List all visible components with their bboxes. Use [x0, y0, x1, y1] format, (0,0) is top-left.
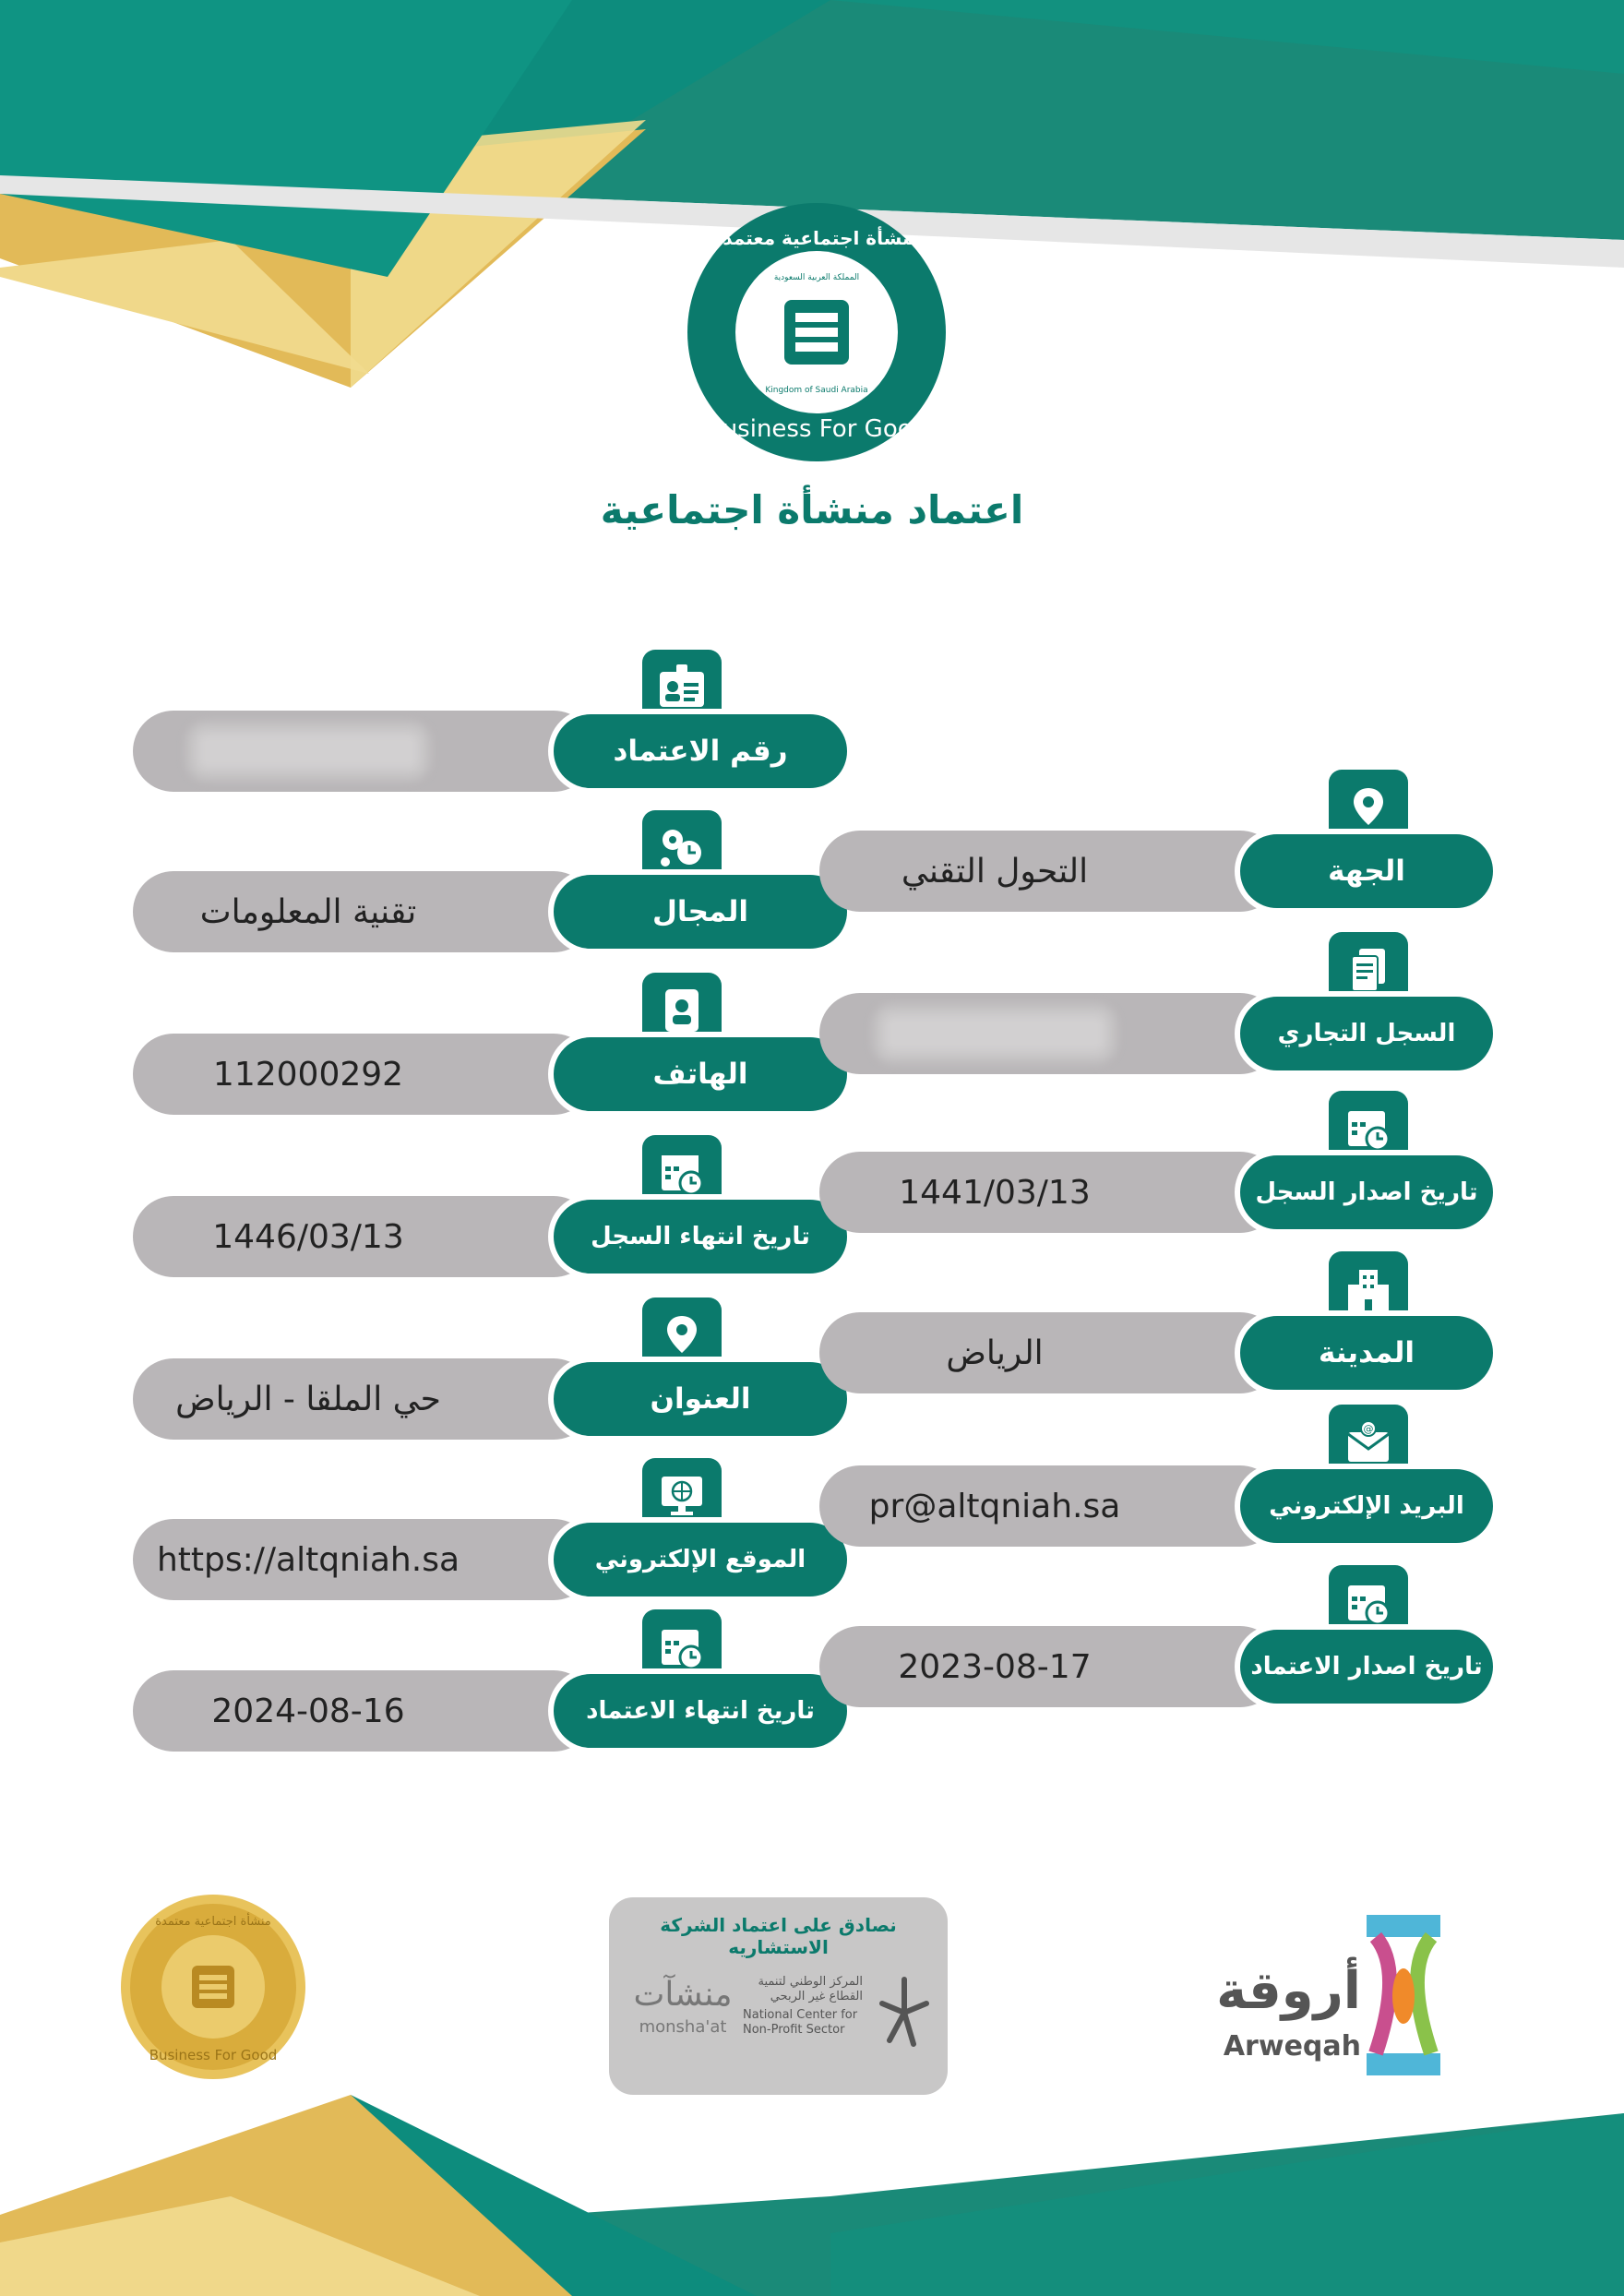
- business-for-good-logo: [683, 198, 950, 466]
- accreditation-number-label: رقم الاعتماد: [548, 709, 853, 794]
- field-website: [133, 1519, 812, 1600]
- monshaat-logo-en: monsha'at: [639, 2017, 727, 2037]
- phone-label: الهاتف: [548, 1032, 853, 1117]
- accreditation-number-value: [133, 711, 594, 792]
- address-value: حي الملقا - الرياض: [133, 1358, 594, 1440]
- ncnp-logo-icon: [877, 1976, 932, 2050]
- arweqah-logo: [1216, 1915, 1444, 2076]
- redacted-value: [884, 1015, 1105, 1052]
- field-registry-expiry: [133, 1196, 812, 1277]
- registry-issue-value: 1441/03/13: [819, 1152, 1281, 1233]
- address-label: العنوان: [548, 1357, 853, 1441]
- accreditation-issue-value: 2023-08-17: [819, 1626, 1281, 1707]
- logo-arabic-small: المملكة العربية السعودية: [773, 273, 860, 282]
- ncnp-ar-line-1: المركز الوطني لتنمية: [758, 1975, 863, 1989]
- field-city: [819, 1312, 1499, 1393]
- accreditation-expiry-value: 2024-08-16: [133, 1670, 594, 1752]
- endorsement-heading: نصادق على اعتماد الشركة الاستشاريه: [660, 1914, 897, 1958]
- commercial-registry-value: [819, 993, 1281, 1074]
- ncnp-en-line-2: Non-Profit Sector: [743, 2023, 845, 2037]
- field-address: [133, 1358, 812, 1440]
- email-label: البريد الإلكتروني: [1235, 1464, 1499, 1549]
- ncnp-en-line-1: National Center for: [743, 2008, 858, 2022]
- arweqah-emblem-icon: [1367, 1915, 1440, 2076]
- endorsement-box: [609, 1897, 948, 2095]
- city-label: المدينة: [1235, 1310, 1499, 1395]
- commercial-registry-label: السجل التجاري: [1235, 991, 1499, 1076]
- redacted-value: [197, 733, 419, 770]
- field-accreditation-expiry: [133, 1670, 815, 1752]
- logo-english-small: Kingdom of Saudi Arabia: [765, 386, 868, 395]
- logo-english-ring: Business For Good: [705, 415, 928, 443]
- accreditation-issue-label: تاريخ اصدار الاعتماد: [1235, 1624, 1499, 1709]
- field-accreditation-issue: [819, 1626, 1499, 1707]
- page-title: اعتماد منشأة اجتماعية: [600, 487, 1024, 532]
- phone-value: 112000292: [133, 1034, 594, 1115]
- domain-value: تقنية المعلومات: [133, 871, 594, 952]
- arweqah-ar: أروقة: [1216, 1961, 1361, 2021]
- website-label: الموقع الإلكتروني: [548, 1517, 853, 1602]
- field-entity: [819, 831, 1499, 912]
- entity-value: التحول التقني: [819, 831, 1281, 912]
- field-registry-issue: [819, 1152, 1499, 1233]
- domain-label: المجال: [548, 869, 853, 954]
- field-accreditation-number: [133, 711, 812, 792]
- ncnp-ar-line-2: القطاع غير الربحي: [770, 1990, 863, 2003]
- field-phone: [133, 1034, 812, 1115]
- city-value: الرياض: [819, 1312, 1281, 1393]
- entity-label: الجهة: [1235, 829, 1499, 914]
- field-commercial-registry: [819, 993, 1499, 1074]
- field-domain: [133, 871, 812, 952]
- arweqah-en: Arweqah: [1223, 2030, 1361, 2063]
- seal-arabic-ring: منشأة اجتماعية معتمدة: [155, 1915, 271, 1929]
- gold-seal: [118, 1892, 308, 2082]
- website-value: https://altqniah.sa: [133, 1519, 594, 1600]
- monshaat-logo-ar: منشآت: [633, 1976, 733, 2014]
- seal-english-ring: Business For Good: [149, 2047, 278, 2063]
- field-email: [819, 1423, 1499, 1547]
- email-value: pr@altqniah.sa: [819, 1465, 1281, 1547]
- registry-issue-label: تاريخ اصدار السجل: [1235, 1150, 1499, 1235]
- registry-expiry-label: تاريخ انتهاء السجل: [548, 1194, 853, 1279]
- logo-arabic-ring: منشأة اجتماعية معتمدة: [711, 227, 922, 249]
- registry-expiry-value: 1446/03/13: [133, 1196, 594, 1277]
- accreditation-expiry-label: تاريخ انتهاء الاعتماد: [548, 1668, 853, 1753]
- svg-text:@: @: [1363, 1423, 1374, 1435]
